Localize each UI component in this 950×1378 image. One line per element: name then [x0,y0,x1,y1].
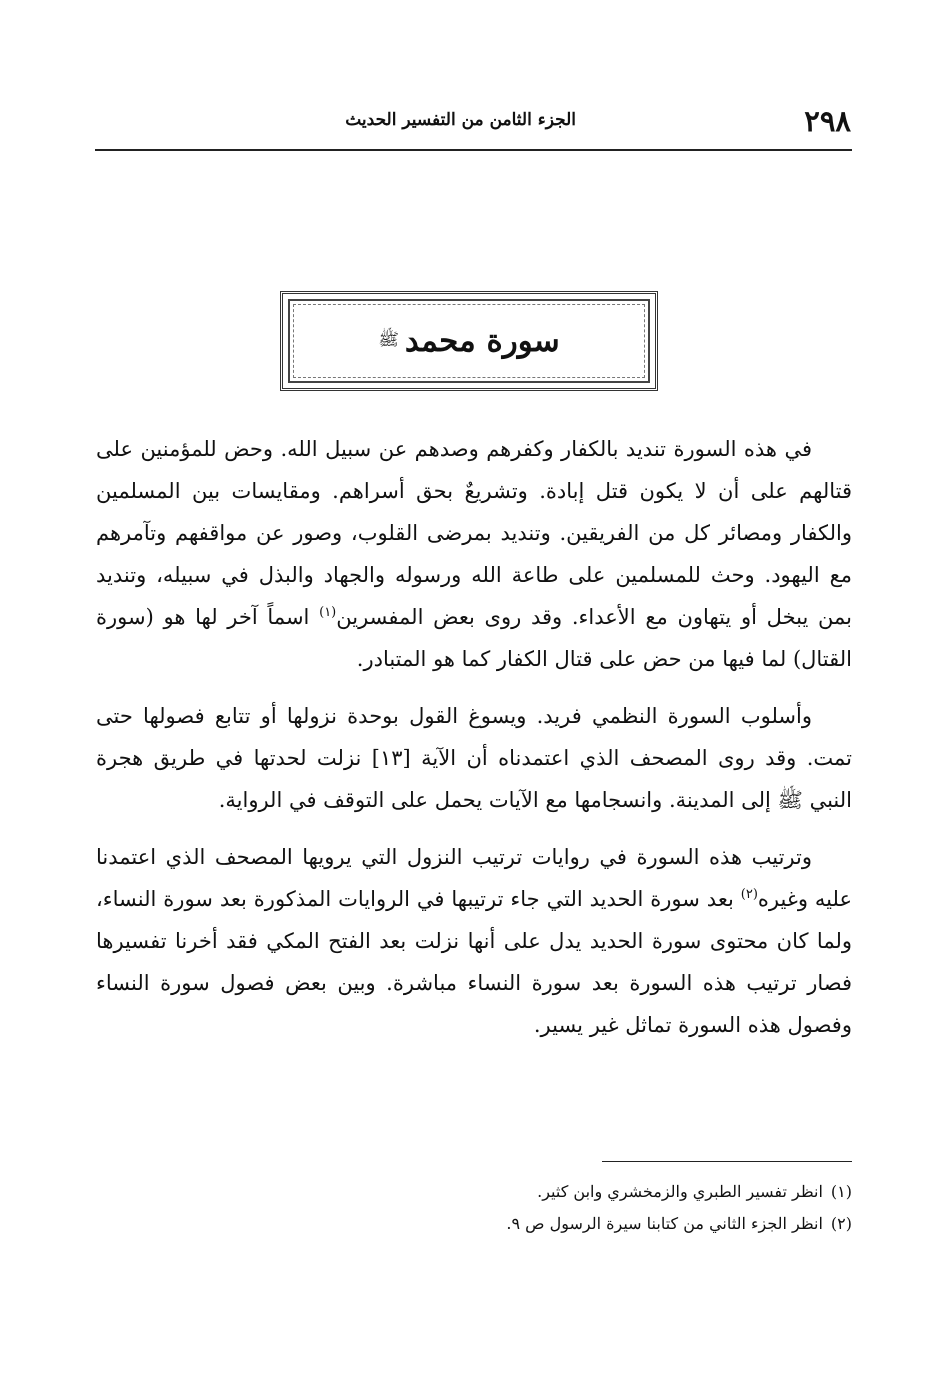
paragraph-3 [96,836,852,1046]
footnote-1 [252,1176,852,1208]
footnote-marker-2: (٢) [830,1214,852,1233]
footnote-rule [602,1161,852,1162]
surah-title: سورة محمد [404,323,560,359]
paragraph-3-text-cont: بعد سورة الحديد التي جاء ترتيبها في الروايات المذكورة بعد سورة النساء، ولما كان محتوى سورة الحديد يدل على أنها نزلت بعد الفتح المكي فقد أخرنا تفسيرها فصار ترتيب هذه السورة بعد سورة النساء مباشرة. وبين بعض فصول سورة النساء وفصول هذه السورة تماثل غير يسير. [96,887,852,1037]
footnote-text-1: انظر تفسير الطبري والزمخشري وابن كثير. [537,1182,823,1201]
book-title: الجزء الثامن من التفسير الحديث [345,110,576,130]
body-text [96,428,852,1061]
footnote-text-2: انظر الجزء الثاني من كتابنا سيرة الرسول ص ٩. [506,1214,823,1233]
surah-title-frame-inner [288,299,650,383]
paragraph-2-text: وأسلوب السورة النظمي فريد. ويسوغ القول بوحدة نزولها أو تتابع فصولها حتى تمت. وقد روى المصحف الذي اعتمدناه أن الآية [١٣] نزلت لحدتها في طريق هجرة النبي ﷺ إلى المدينة. وانسجامها مع الآيات يحمل على التوقف في الرواية. [96,704,853,812]
paragraph-2 [96,695,852,821]
running-header [95,100,851,144]
surah-title-frame [280,291,658,391]
paragraph-1-text: في هذه السورة تنديد بالكفار وكفرهم وصدهم عن سبيل الله. وحض للمؤمنين على قتالهم على أن لا يكون قتل إبادة. وتشريعٌ بحق أسراهم. ومقايسات بين المسلمين والكفار ومصائر كل من الفريقين. وتنديد بمرضى القلوب، وصور عن مواقفهم وتآمرهم مع اليهود. وحث للمسلمين على طاعة الله ورسوله والجهاد والبذل في سبيله، وتنديد بمن يبخل أو يتهاون مع الأعداء. وقد روى بعض المفسرين [96,437,852,629]
footnote-marker-1: (١) [830,1182,852,1201]
footnote-ref-2[interactable]: (٢) [740,887,758,902]
honorific-glyph: ﷺ [378,329,399,350]
footnote-2 [252,1208,852,1240]
footnotes [252,1176,852,1240]
footnote-ref-1[interactable]: (١) [319,605,337,620]
paragraph-3-text: وترتيب هذه السورة في روايات ترتيب النزول التي يرويها المصحف الذي اعتمدنا عليه وغيره [96,845,852,911]
paragraph-1-text-cont: اسماً آخر لها هو (سورة القتال) لما فيها من حض على قتال الكفار كما هو المتبادر. [96,605,852,671]
header-rule [95,149,852,151]
page-number: ٢٩٨ [804,104,851,138]
paragraph-1 [96,428,852,680]
